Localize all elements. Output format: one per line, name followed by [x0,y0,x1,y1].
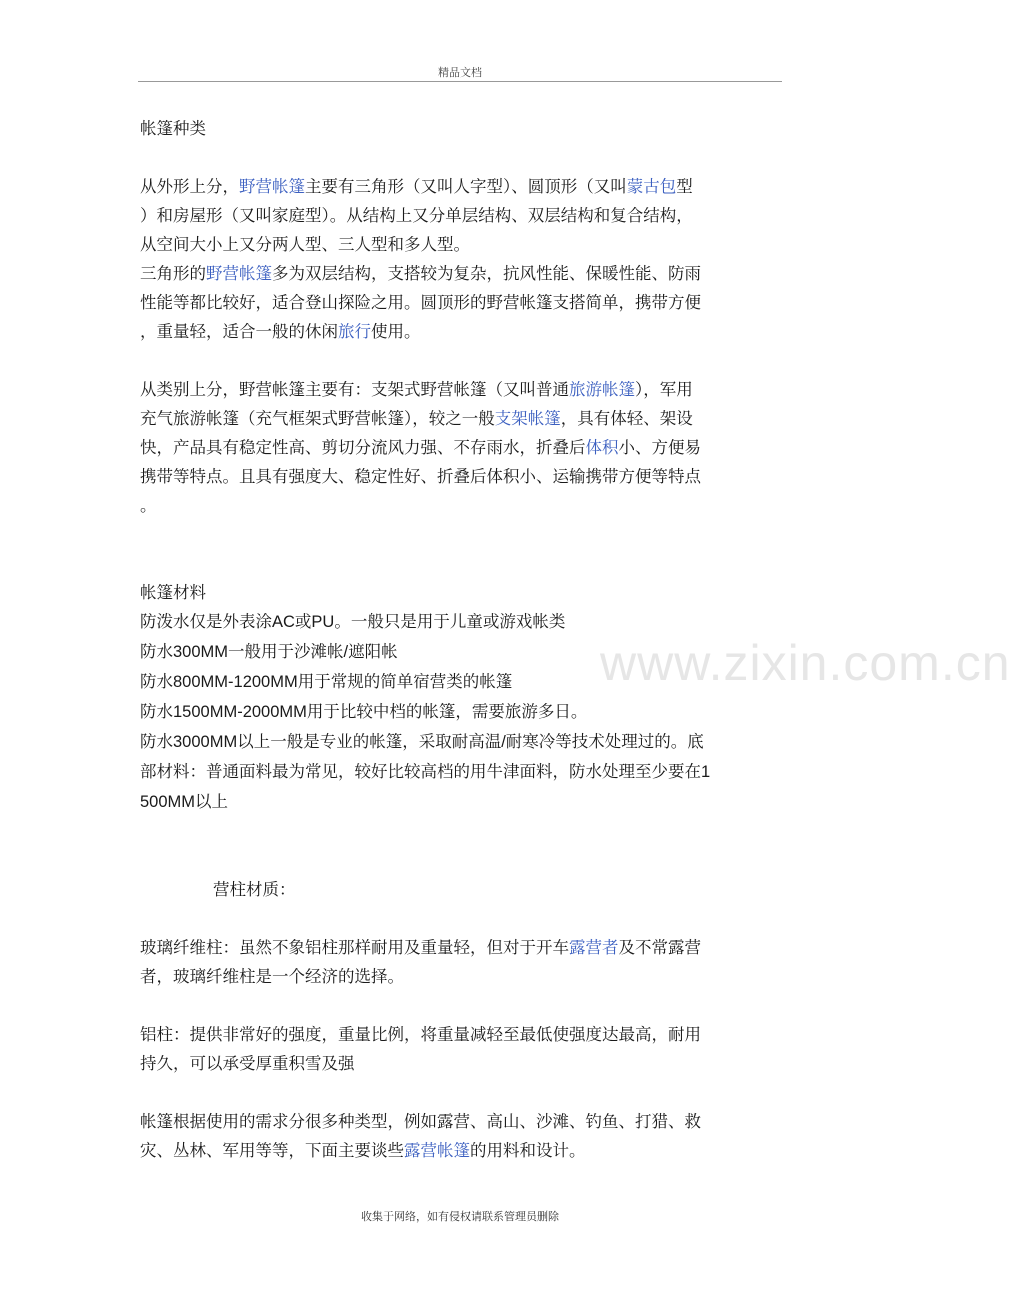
paragraph-line: 帐篷根据使用的需求分很多种类型，例如露营、高山、沙滩、钓鱼、打猎、救 [140,1112,701,1131]
paragraph-tent-usage [140,1107,776,1165]
text-run: 或 [294,612,312,631]
header-divider [138,81,782,82]
text-run: 小、方便易 [618,438,701,457]
page-header: 精品文档 [438,66,482,79]
paragraph-line [140,259,776,288]
paragraph-line: 持久，可以承受厚重积雪及强 [140,1054,355,1073]
paragraph-shape-types [140,172,776,259]
text-run: 从类别上分，野营帐篷主要有：支架式野营帐篷（又叫普通 [140,380,569,399]
text-run: / [343,643,349,661]
paragraph-aluminum-pole [140,1020,776,1078]
text-run: ，具有体轻、架设 [560,409,693,428]
text-run: 1500MM-2000MM [173,703,307,721]
text-run: 1 [701,763,711,781]
text-run: 用于常规的简单宿营类的帐篷 [297,672,513,691]
text-run: 及不常露营 [618,938,701,957]
paragraph-line [140,933,776,962]
text-run: 主要有三角形（又叫人字型）、圆顶形（又叫 [305,177,627,196]
text-run: 防水 [140,732,173,751]
text-run: 3000MM [173,733,238,751]
link-camping-tent[interactable]: 野营帐篷 [206,264,272,283]
text-run: PU [311,613,335,631]
text-run: 以上一般是专业的帐篷，采取耐高温 [237,732,502,751]
section-title-types: 帐篷种类 [140,119,206,138]
paragraph-line: ）和房屋形（又叫家庭型）。从结构上又分单层结构、双层结构和复合结构， [140,206,693,225]
text-run: 防水 [140,672,173,691]
paragraph-line [140,433,776,462]
text-run: 多为双层结构，支搭较为复杂，抗风性能、保暖性能、防雨 [272,264,701,283]
section-title-poles: 营柱材质： [213,880,296,899]
text-run: 遮阳帐 [348,642,398,661]
text-run: 耐寒冷等技术处理过的。底 [505,732,704,751]
material-line-300 [140,637,776,667]
link-camping-tent[interactable]: 野营帐篷 [239,177,305,196]
text-run: AC [272,613,295,631]
paragraph-line: 携带等特点。且具有强度大、稳定性好、折叠后体积小、运输携带方便等特点 [140,467,701,486]
text-run: 用于比较中档的帐篷，需要旅游多日。 [306,702,588,721]
text-run: 快，产品具有稳定性高、剪切分流风力强、不存雨水，折叠后 [140,438,586,457]
paragraph-line [140,375,776,404]
material-line-800 [140,667,776,697]
paragraph-line [140,1136,776,1165]
section-title-materials: 帐篷材料 [140,583,206,602]
text-run: 300MM [173,643,229,661]
text-run: 充气旅游帐篷（充气框架式野营帐篷），较之一般 [140,409,495,428]
paragraph-line [140,757,776,787]
text-run: 500MM [140,793,196,811]
text-run: 防水 [140,702,173,721]
paragraph-line [140,404,776,433]
paragraph-category-types [140,375,776,520]
text-run: 一般用于沙滩帐 [228,642,344,661]
link-camping-tent-2[interactable]: 露营帐篷 [404,1141,470,1160]
paragraph-line [140,787,776,817]
text-run: 防水 [140,642,173,661]
paragraph-line: 者，玻璃纤维柱是一个经济的选择。 [140,967,404,986]
link-travel-tent[interactable]: 旅游帐篷 [569,380,635,399]
paragraph-line [140,727,776,757]
paragraph-fiberglass-pole [140,933,776,991]
link-yurt[interactable]: 蒙古包 [626,177,677,196]
text-run: 部材料：普通面料最为常见，较好比较高档的用牛津面料，防水处理至少要在 [140,762,701,781]
link-camper[interactable]: 露营者 [569,938,619,957]
document-body [140,114,776,1165]
paragraph-line: 从空间大小上又分两人型、三人型和多人型。 [140,235,470,254]
text-run: 。一般只是用于儿童或游戏帐类 [334,612,566,631]
text-run: ，重量轻，适合一般的休闲 [140,322,338,341]
watermark: www.zixin.com.cn [600,635,1011,691]
text-run: 从外形上分， [140,177,239,196]
paragraph-triangle-tent [140,259,776,346]
text-run: 三角形的 [140,264,206,283]
paragraph-line [140,172,776,201]
paragraph-line: 性能等都比较好，适合登山探险之用。圆顶形的野营帐篷支搭简单，携带方便 [140,293,701,312]
link-travel[interactable]: 旅行 [338,322,371,341]
paragraph-line: 。 [140,496,157,515]
material-line-splash [140,607,776,637]
text-run: 使用。 [371,322,421,341]
text-run: 防泼水仅是外表涂 [140,612,272,631]
text-run: 型 [676,177,693,196]
text-run: 以上 [195,792,229,811]
text-run: ），军用 [635,380,693,399]
paragraph-line: 铝柱：提供非常好的强度，重量比例，将重量减轻至最低使强度达最高，耐用 [140,1025,701,1044]
text-run: / [501,733,506,751]
paragraph-line [140,317,776,346]
text-run: 灾、丛林、军用等等，下面主要谈些 [140,1141,404,1160]
page-footer: 收集于网络，如有侵权请联系管理员删除 [361,1210,559,1223]
text-run: 玻璃纤维柱：虽然不象铝柱那样耐用及重量轻，但对于开车 [140,938,569,957]
link-frame-tent[interactable]: 支架帐篷 [494,409,561,428]
text-run: 800MM-1200MM [173,673,298,691]
text-run: 的用料和设计。 [470,1141,586,1160]
link-volume[interactable]: 体积 [585,438,619,457]
material-line-3000 [140,727,776,817]
material-line-1500 [140,697,776,727]
